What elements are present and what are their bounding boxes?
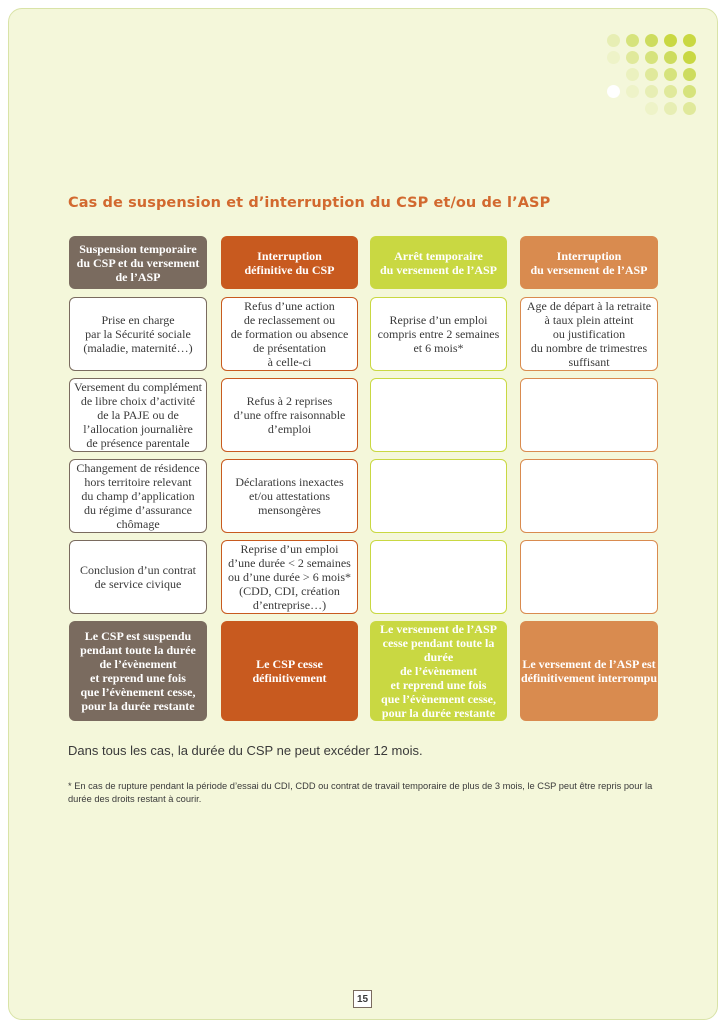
decorative-dot	[607, 102, 620, 115]
header-suspension-temporaire: Suspension temporaire du CSP et du versement de l’ASP	[69, 236, 207, 289]
decorative-dot	[626, 85, 639, 98]
cell-col3-row3	[370, 459, 507, 533]
decorative-dot	[645, 68, 658, 81]
decorative-dot	[664, 85, 677, 98]
cell-col4-row3	[520, 459, 658, 533]
decorative-dot	[645, 51, 658, 64]
decorative-dot	[664, 51, 677, 64]
cell-col1-row1: Prise en charge par la Sécurité sociale (maladie, maternité…)	[69, 297, 207, 371]
cell-col2-row1: Refus d’une action de reclassement ou de formation ou absence de présentation à celle-ci	[221, 297, 358, 371]
footer-suspension: Le CSP est suspendu pendant toute la durée de l’évènement et reprend une fois que l’évènement cesse, pour la durée restante	[69, 621, 207, 721]
cell-col3-row1: Reprise d’un emploi compris entre 2 semaines et 6 mois*	[370, 297, 507, 371]
decorative-dot-grid	[607, 34, 703, 120]
decorative-dot	[683, 68, 696, 81]
decorative-dot	[683, 102, 696, 115]
section-title: Cas de suspension et d’interruption du CSP et/ou de l’ASP	[68, 195, 551, 211]
cell-col2-row4: Reprise d’un emploi d’une durée < 2 semaines ou d’une durée > 6 mois* (CDD, CDI, création d’entreprise…)	[221, 540, 358, 614]
decorative-dot	[607, 68, 620, 81]
cell-col3-row4	[370, 540, 507, 614]
decorative-dot	[626, 51, 639, 64]
cell-col4-row2	[520, 378, 658, 452]
footer-interruption-definitive: Le CSP cesse définitivement	[221, 621, 358, 721]
footer-interruption-versement: Le versement de l’ASP est définitivement interrompu	[520, 621, 658, 721]
decorative-dot	[607, 34, 620, 47]
page-number: 15	[353, 990, 372, 1008]
decorative-dot	[683, 51, 696, 64]
decorative-dot	[626, 68, 639, 81]
decorative-dot	[683, 85, 696, 98]
cell-col3-row2	[370, 378, 507, 452]
cell-col1-row3: Changement de résidence hors territoire relevant du champ d’application du régime d’assurance chômage	[69, 459, 207, 533]
cell-col1-row2: Versement du complément de libre choix d’activité de la PAJE ou de l’allocation journalière de présence parentale	[69, 378, 207, 452]
cell-col4-row1: Age de départ à la retraite à taux plein atteint ou justification du nombre de trimestres suffisant	[520, 297, 658, 371]
decorative-dot	[664, 34, 677, 47]
decorative-dot	[607, 85, 620, 98]
decorative-dot	[664, 102, 677, 115]
decorative-dot	[683, 34, 696, 47]
cell-col2-row2: Refus à 2 reprises d’une offre raisonnable d’emploi	[221, 378, 358, 452]
header-interruption-definitive: Interruption définitive du CSP	[221, 236, 358, 289]
decorative-dot	[645, 85, 658, 98]
duration-note: Dans tous les cas, la durée du CSP ne peut excéder 12 mois.	[68, 743, 423, 758]
cell-col1-row4: Conclusion d’un contrat de service civique	[69, 540, 207, 614]
cell-col4-row4	[520, 540, 658, 614]
header-interruption-versement: Interruption du versement de l’ASP	[520, 236, 658, 289]
header-arret-temporaire: Arrêt temporaire du versement de l’ASP	[370, 236, 507, 289]
decorative-dot	[645, 102, 658, 115]
decorative-dot	[664, 68, 677, 81]
cell-col2-row3: Déclarations inexactes et/ou attestations mensongères	[221, 459, 358, 533]
decorative-dot	[607, 51, 620, 64]
footer-arret-temporaire: Le versement de l’ASP cesse pendant toute la durée de l’évènement et reprend une fois que l’évènement cesse, pour la durée restante	[370, 621, 507, 721]
footnote: * En cas de rupture pendant la période d’essai du CDI, CDD ou contrat de travail temporaire de plus de 3 mois, le CSP peut être repris pour la durée des droits restant à courir.	[68, 781, 653, 804]
decorative-dot	[645, 34, 658, 47]
decorative-dot	[626, 34, 639, 47]
decorative-dot	[626, 102, 639, 115]
